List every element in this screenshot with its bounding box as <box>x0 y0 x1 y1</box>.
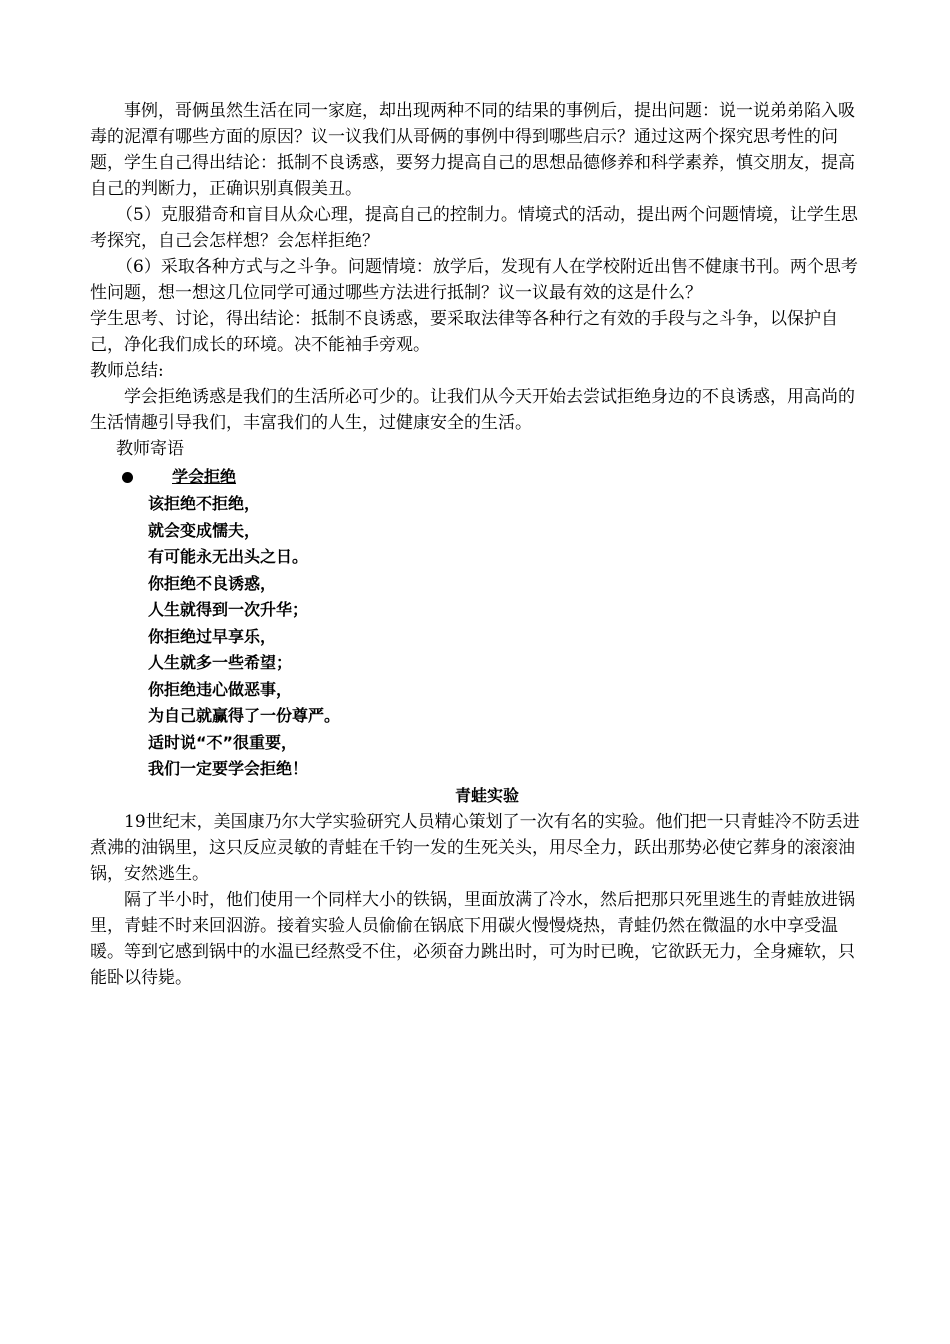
paragraph-point-6: （6）采取各种方式与之斗争。问题情境：放学后，发现有人在学校附近出售不健康书刊。两个思考性问题，想一想这几位同学可通过哪些方法进行抵制？议一议最有效的这是什么？ <box>90 257 858 303</box>
poem <box>90 491 870 783</box>
paragraph-brothers-example: 事例，哥俩虽然生活在同一家庭，却出现两种不同的结果的事例后，提出问题：说一说弟弟陷入吸毒的泥潭有哪些方面的原因？议一议我们从哥俩的事例中得到哪些启示？通过这两个探究思考性的问题，学生自己得出结论：抵制不良诱惑，要努力提高自己的思想品德修养和科学素养，慎交朋友，提高自己的判断力，正确识别真假美丑。 <box>90 101 855 199</box>
poem-line: 你拒绝不良诱惑， <box>148 573 277 593</box>
story-title: 青蛙实验 <box>454 785 519 805</box>
story-paragraph: 19世纪末，美国康乃尔大学实验研究人员精心策划了一次有名的实验。他们把一只青蛙冷不防丢进煮沸的油锅里，这只反应灵敏的青蛙在千钧一发的生死关头，用尽全力，跃出那势必使它葬身的滚滚油锅，安然逃生。 <box>90 811 860 884</box>
poem-line: 我们一定要学会拒绝！ <box>148 759 309 778</box>
poem-line: 适时说“不”很重要， <box>148 732 298 752</box>
paragraph-teacher-summary: 学会拒绝诱惑是我们的生活所必可少的。让我们从今天开始去尝试拒绝身边的不良诱惑，用高尚的生活情趣引导我们，丰富我们的人生，过健康安全的生活。 <box>90 387 855 433</box>
story-paragraph: 隔了半小时，他们使用一个同样大小的铁锅，里面放满了冷水，然后把那只死里逃生的青蛙放进锅里，青蛙不时来回泅游。接着实验人员偷偷在锅底下用碳火慢慢烧热，青蛙仍然在微温的水中享受温暖。等到它感到锅中的水温已经熬受不住，必须奋力跳出时，可为时已晚，它欲跃无力，全身瘫软，只能卧以待毙。 <box>90 889 855 988</box>
teacher-message-label: 教师寄语 <box>116 439 184 459</box>
poem-line: 就会变成懦夫， <box>148 520 261 540</box>
bullet-dot-icon <box>122 472 133 483</box>
paragraph-point-5: （5）克服猎奇和盲目从众心理，提高自己的控制力。情境式的活动，提出两个问题情境，让学生思考探究，自己会怎样想？会怎样拒绝？ <box>90 205 858 251</box>
teacher-summary-label: 教师总结: <box>90 361 164 381</box>
poem-line: 你拒绝违心做恶事， <box>148 679 293 699</box>
bullet-title: 学会拒绝 <box>172 467 237 486</box>
poem-line: 有可能永无出头之日。 <box>148 547 309 566</box>
poem-line: 该拒绝不拒绝， <box>148 494 261 513</box>
poem-line: 人生就多一些希望； <box>148 653 293 672</box>
document-page <box>90 98 870 991</box>
poem-line: 你拒绝过早享乐， <box>148 626 277 646</box>
poem-line: 为自己就赢得了一份尊严。 <box>148 706 341 725</box>
poem-line: 人生就得到一次升华； <box>148 600 309 619</box>
bullet-heading-row <box>90 464 870 491</box>
paragraph-student-conclusion: 学生思考、讨论，得出结论：抵制不良诱惑，要采取法律等各种行之有效的手段与之斗争，以保护自己，净化我们成长的环境。决不能袖手旁观。 <box>90 309 838 355</box>
